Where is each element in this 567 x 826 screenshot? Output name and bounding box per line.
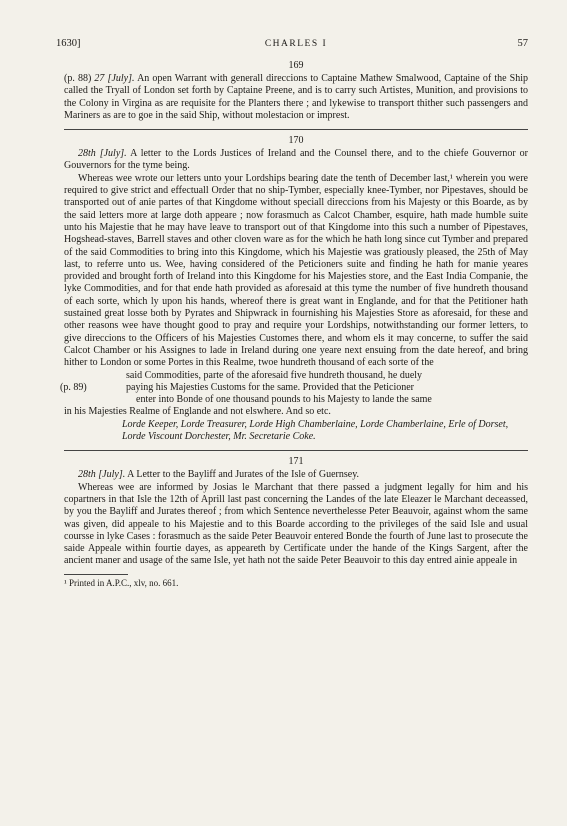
footnote: ¹ Printed in A.P.C., xlv, no. 661.: [64, 577, 179, 588]
letter-body: Whereas wee wrote our letters unto your Lordships bearing date the tenth of December last,¹ wherein you were required to give strict and effectuall Order that no ship-Tymber, especially knee-Tymber, nor Pipestaves, should be transported out of anie partes of that Kingdome without speciall direccions from his Majesty or this Boarde, as by the said letters more at large doth appeare ; now forasmuch as Calcot Chamber, esquire, hath made humble suite unto his Majestie that he may have leave to transport out of that Kingdome into this such a number of Pipestaves, Hogshead-staves, Barrell staves and other cloven ware as for the which he hath long since cut Tymber and prepared of the said Commodities to bring into this Kingdome, which his Majestie was gratiously pleased, the 25th of May last, to referre unto us. Wee, having considered of the Peticioners suite and finding he hath for manie yeares provided and brought forth of Ireland into this Kingdome for his Majesties store, and the East India Companie, the lyke Commodities, and for that ende hath provided as aforesaid at this tyme the number of five hundreth thousand of each sorte, which ly upon his hands, whereof there is great want in Englande, and for that the Petitioner hath sustained great losse both by Pyrates and Shipwrack in fournishing his Majesties Store as aforesaid, for these and other reasons wee have thought good to pray and require your Lordships, notwithstanding our former letters, to give direccions to the Officers of his Majesties Customes there, and whom els it may concerne, to suffer the said Calcot Chamber or his Assignes to lade in Ireland during one yeare next ensuing from the date hereof, and bring hither to London or some Portes in this Realme, twoe hundreth thousand of each sorte of the: [64, 172, 528, 369]
running-header: [56, 38, 528, 54]
section-divider: [64, 450, 528, 451]
document-page: [56, 38, 528, 588]
letter-body: Whereas wee are informed by Josias le Marchant that there passed a judgment legally for him and his copartners in that Isle the 12th of Aprill last past concerning the Landes of the late Eleazer le Marchant deceassed, by you the Bayliff and Jurates thereof ; from which Sentence neverthelesse Peter Beauvoir, against whom the same was given, did appeale to his Majestie and to this Boarde according to the privileges of the said Isle and usual coursse in lyke Cases : forasmuch as the saide Peter Beauvoir entered Bonde the fourth of June last to prosecute the saide Appeale within fourtie dayes, as appeareth by Certificate under the hande of the Kings Sargent, after the ancient maner and usage of the same Isle, yet hath not the saide Peter Beauvoir to this day entred ainie appeale in: [64, 481, 528, 567]
letter-closing: in his Majesties Realme of Englande and not elswhere. And so etc.: [64, 406, 331, 418]
footnote-rule: [64, 574, 128, 575]
signatories: Lorde Keeper, Lorde Treasurer, Lorde High Chamberlaine, Lorde Chamberlaine, Erle of Dorset, Lorde Viscount Dorchester, Mr. Secretarie Coke.: [122, 418, 509, 443]
entry-date: 28th [July].: [78, 469, 126, 481]
section-divider: [64, 129, 528, 130]
entry-number: 171: [288, 456, 304, 468]
entry-text: [64, 73, 528, 122]
entry-number: 169: [288, 60, 304, 71]
entry-number: 170: [288, 135, 304, 147]
hang-line: said Commodities, parte of the aforesaid five hundreth thousand, he duely: [126, 369, 423, 381]
margin-reference: (p. 89): [60, 381, 87, 393]
hang-line: paying his Majesties Customs for the same. Provided that the Peticioner: [126, 381, 415, 393]
entry-body: An open Warrant with generall direccions to Captaine Mathew Smalwood, Captaine of the Ship called the Tryall of London set forth by Captaine Preene, and is to carry such Artistes, Munition, and provisions to the Colony in Virgina as are requisite for the Planters there ; and lykewise to transport thither such passengers and Mariners as are to goe in the said Ship, without molestacion or imprest.: [64, 73, 528, 121]
margin-reference: (p. 88): [64, 73, 92, 84]
entry-date: 28th [July].: [78, 148, 127, 160]
entry-heading: 28th [July]. A letter to the Lords Justices of Ireland and the Counsel there, and to the chiefe Gouvernor or Gouvernors for the tyme being.: [64, 148, 528, 172]
hang-line: enter into Bonde of one thousand pounds to his Majesty to lande the same: [136, 394, 432, 406]
hanging-indent-block: [60, 369, 528, 407]
header-year: 1630]: [56, 38, 81, 49]
page-number: 57: [517, 38, 528, 49]
header-title: CHARLES I: [264, 39, 328, 49]
entry-heading: 28th [July]. A Letter to the Bayliff and Jurates of the Isle of Guernsey.: [78, 469, 360, 481]
entry-date: 27 [July].: [94, 73, 135, 84]
